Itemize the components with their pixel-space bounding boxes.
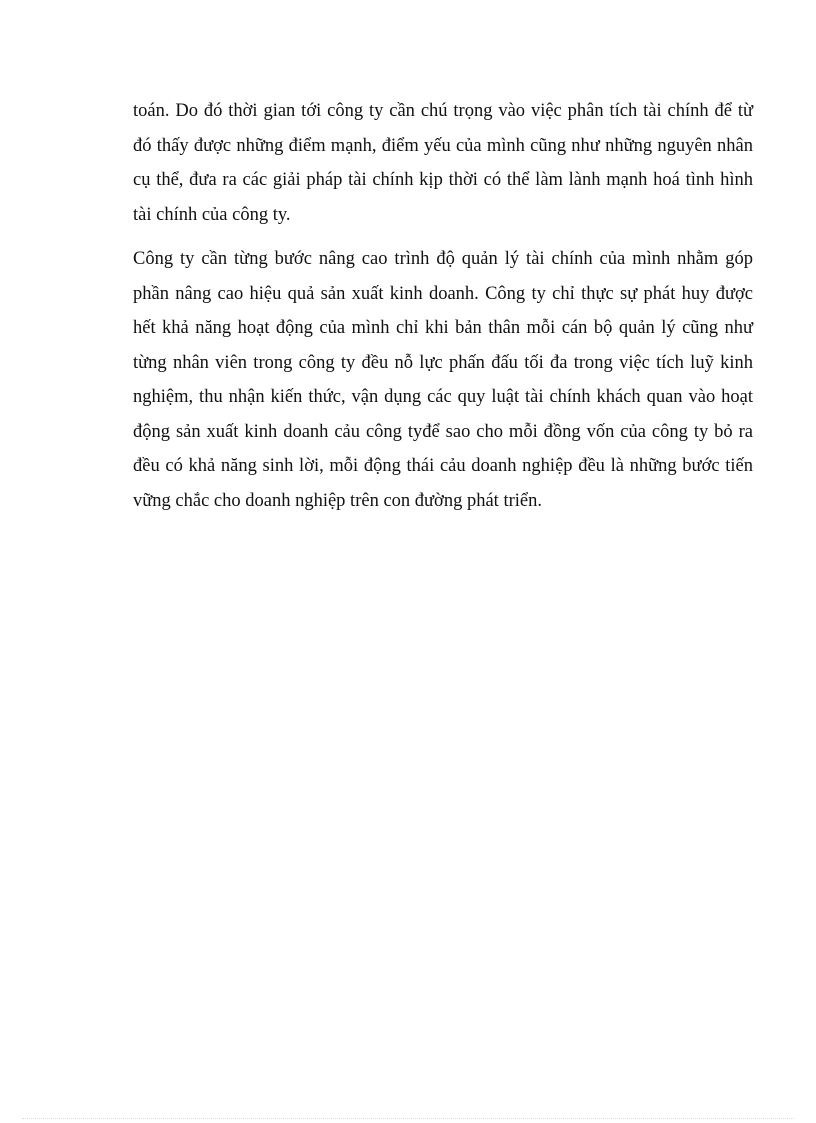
paragraph-line: từng nhân viên trong công ty đều nỗ lực phấn đấu tối đa trong việc tích luỹ kinh [133, 352, 753, 373]
paragraph-2 [133, 242, 753, 518]
paragraph-line: phần nâng cao hiệu quả sản xuất kinh doanh. Công ty chỉ thực sự phát huy được [133, 283, 753, 304]
page-bottom-divider [22, 1118, 794, 1119]
paragraph-spacer [133, 232, 753, 242]
paragraph-line: đều có khả năng sinh lời, mỗi động thái cảu doanh nghiệp đều là những bước tiến [133, 456, 753, 476]
paragraph-line: toán. Do đó thời gian tới công ty cần chú trọng vào việc phân tích tài chính để từ [133, 101, 753, 121]
paragraph-line: động sản xuất kinh doanh cảu công tyđể sao cho mỗi đồng vốn của công ty bỏ ra [133, 421, 753, 442]
paragraph-line: Công ty cần từng bước nâng cao trình độ quản lý tài chính của mình nhằm góp [133, 249, 753, 269]
paragraph-line: nghiệm, thu nhận kiến thức, vận dụng các quy luật tài chính khách quan vào hoạt [133, 387, 753, 407]
paragraph-line: tài chính của công ty. [133, 204, 291, 225]
document-body [133, 94, 753, 518]
paragraph-line: cụ thể, đưa ra các giải pháp tài chính kịp thời có thể làm lành mạnh hoá tình hình [133, 170, 753, 190]
paragraph-line: đó thấy được những điểm mạnh, điểm yếu của mình cũng như những nguyên nhân [133, 135, 753, 156]
paragraph-line: vững chắc cho doanh nghiệp trên con đường phát triển. [133, 490, 542, 511]
paragraph-1 [133, 94, 753, 232]
paragraph-line: hết khả năng hoạt động của mình chỉ khi bản thân mỗi cán bộ quản lý cũng như [133, 318, 753, 338]
